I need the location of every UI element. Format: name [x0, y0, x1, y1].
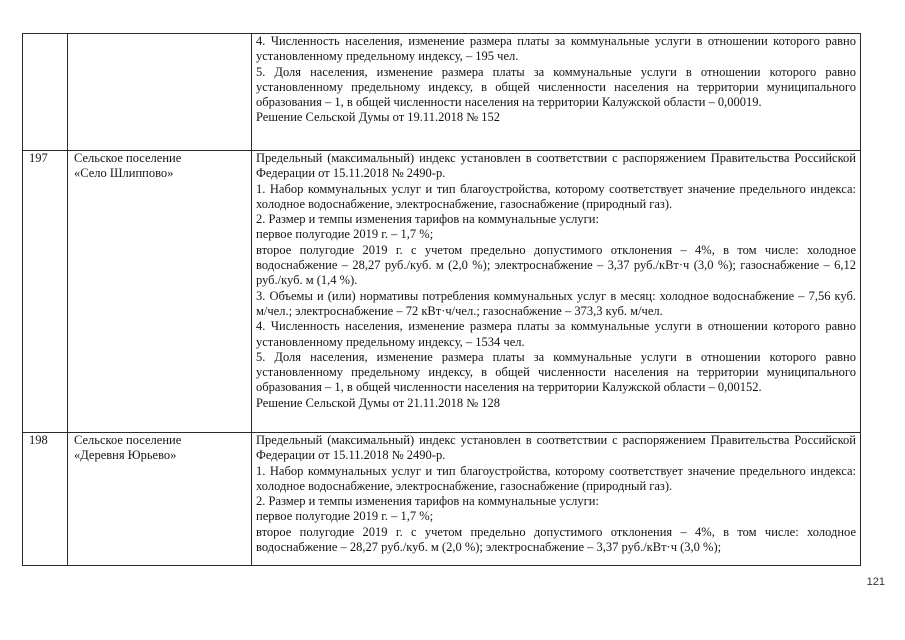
paragraph: Предельный (максимальный) индекс установлен в соответствии с распоряжением Правительства Российской Федерации от 15.11.2018 № 2490-р. — [256, 151, 856, 181]
settlement-type: Сельское поселение — [74, 151, 182, 165]
settlement-name-cell — [68, 151, 252, 433]
paragraph: 5. Доля населения, изменение размера платы за коммунальные услуги в отношении которого равно установленному предельному индексу, в общей численности населения на территории муниципального образования – 1, в общей численности населения на территории Калужской области – 0,00019. — [256, 64, 856, 110]
content-cell — [252, 433, 861, 566]
settlement-name: «Село Шлиппово» — [74, 166, 174, 181]
row-number-cell: 197 — [23, 151, 68, 433]
paragraph: 2. Размер и темпы изменения тарифов на коммунальные услуги: — [256, 494, 599, 509]
row-number-cell: 198 — [23, 433, 68, 566]
row-number-cell — [23, 34, 68, 151]
paragraph: второе полугодие 2019 г. с учетом предельно допустимого отклонения – 4%, в том числе: холодное водоснабжение – 28,27 руб./куб. м (2,0 %); электроснабжение – 3,37 руб./кВт·ч (3,0 %); газоснабжение – 6,12 руб./куб. м (1,4 %). — [256, 242, 856, 288]
content-cell — [252, 151, 861, 433]
table-row — [23, 433, 861, 566]
paragraph: первое полугодие 2019 г. – 1,7 %; — [256, 509, 434, 524]
paragraph: 4. Численность населения, изменение размера платы за коммунальные услуги в отношении которого равно установленному предельному индексу, – 1534 чел. — [256, 319, 856, 349]
paragraph: 1. Набор коммунальных услуг и тип благоустройства, которому соответствует значение предельного индекса: холодное водоснабжение, электроснабжение, газоснабжение (природный газ). — [256, 181, 856, 211]
content-cell — [252, 34, 861, 151]
paragraph: первое полугодие 2019 г. – 1,7 %; — [256, 227, 434, 242]
paragraph: 1. Набор коммунальных услуг и тип благоустройства, которому соответствует значение предельного индекса: холодное водоснабжение, электроснабжение, газоснабжение (природный газ). — [256, 463, 856, 493]
decision-reference: Решение Сельской Думы от 19.11.2018 № 152 — [256, 110, 501, 125]
settlement-name-cell — [68, 34, 252, 151]
paragraph: Предельный (максимальный) индекс установлен в соответствии с распоряжением Правительства Российской Федерации от 15.11.2018 № 2490-р. — [256, 433, 856, 463]
settlement-name-cell — [68, 433, 252, 566]
decision-reference: Решение Сельской Думы от 21.11.2018 № 128 — [256, 395, 501, 410]
settlement-name: «Деревня Юрьево» — [74, 448, 177, 463]
paragraph: 2. Размер и темпы изменения тарифов на коммунальные услуги: — [256, 212, 599, 227]
paragraph: 4. Численность населения, изменение размера платы за коммунальные услуги в отношении которого равно установленному предельному индексу, – 195 чел. — [256, 34, 856, 64]
paragraph: второе полугодие 2019 г. с учетом предельно допустимого отклонения – 4%, в том числе: холодное водоснабжение – 28,27 руб./куб. м (2,0 %); электроснабжение – 3,37 руб./кВт·ч (3,0 %); — [256, 524, 856, 555]
table-row — [23, 34, 861, 151]
settlement-type: Сельское поселение — [74, 433, 182, 447]
paragraph: 5. Доля населения, изменение размера платы за коммунальные услуги в отношении которого равно установленному предельному индексу, в общей численности населения на территории муниципального образования – 1, в общей численности населения на территории Калужской области – 0,00152. — [256, 349, 856, 395]
paragraph: 3. Объемы и (или) нормативы потребления коммунальных услуг в месяц: холодное водоснабжение – 7,56 куб. м/чел.; электроснабжение – 72 кВт·ч/чел.; газоснабжение – 373,3 куб. м/чел. — [256, 288, 856, 318]
page-number: 121 — [866, 576, 885, 588]
table-row — [23, 151, 861, 433]
tariff-table — [22, 33, 861, 566]
